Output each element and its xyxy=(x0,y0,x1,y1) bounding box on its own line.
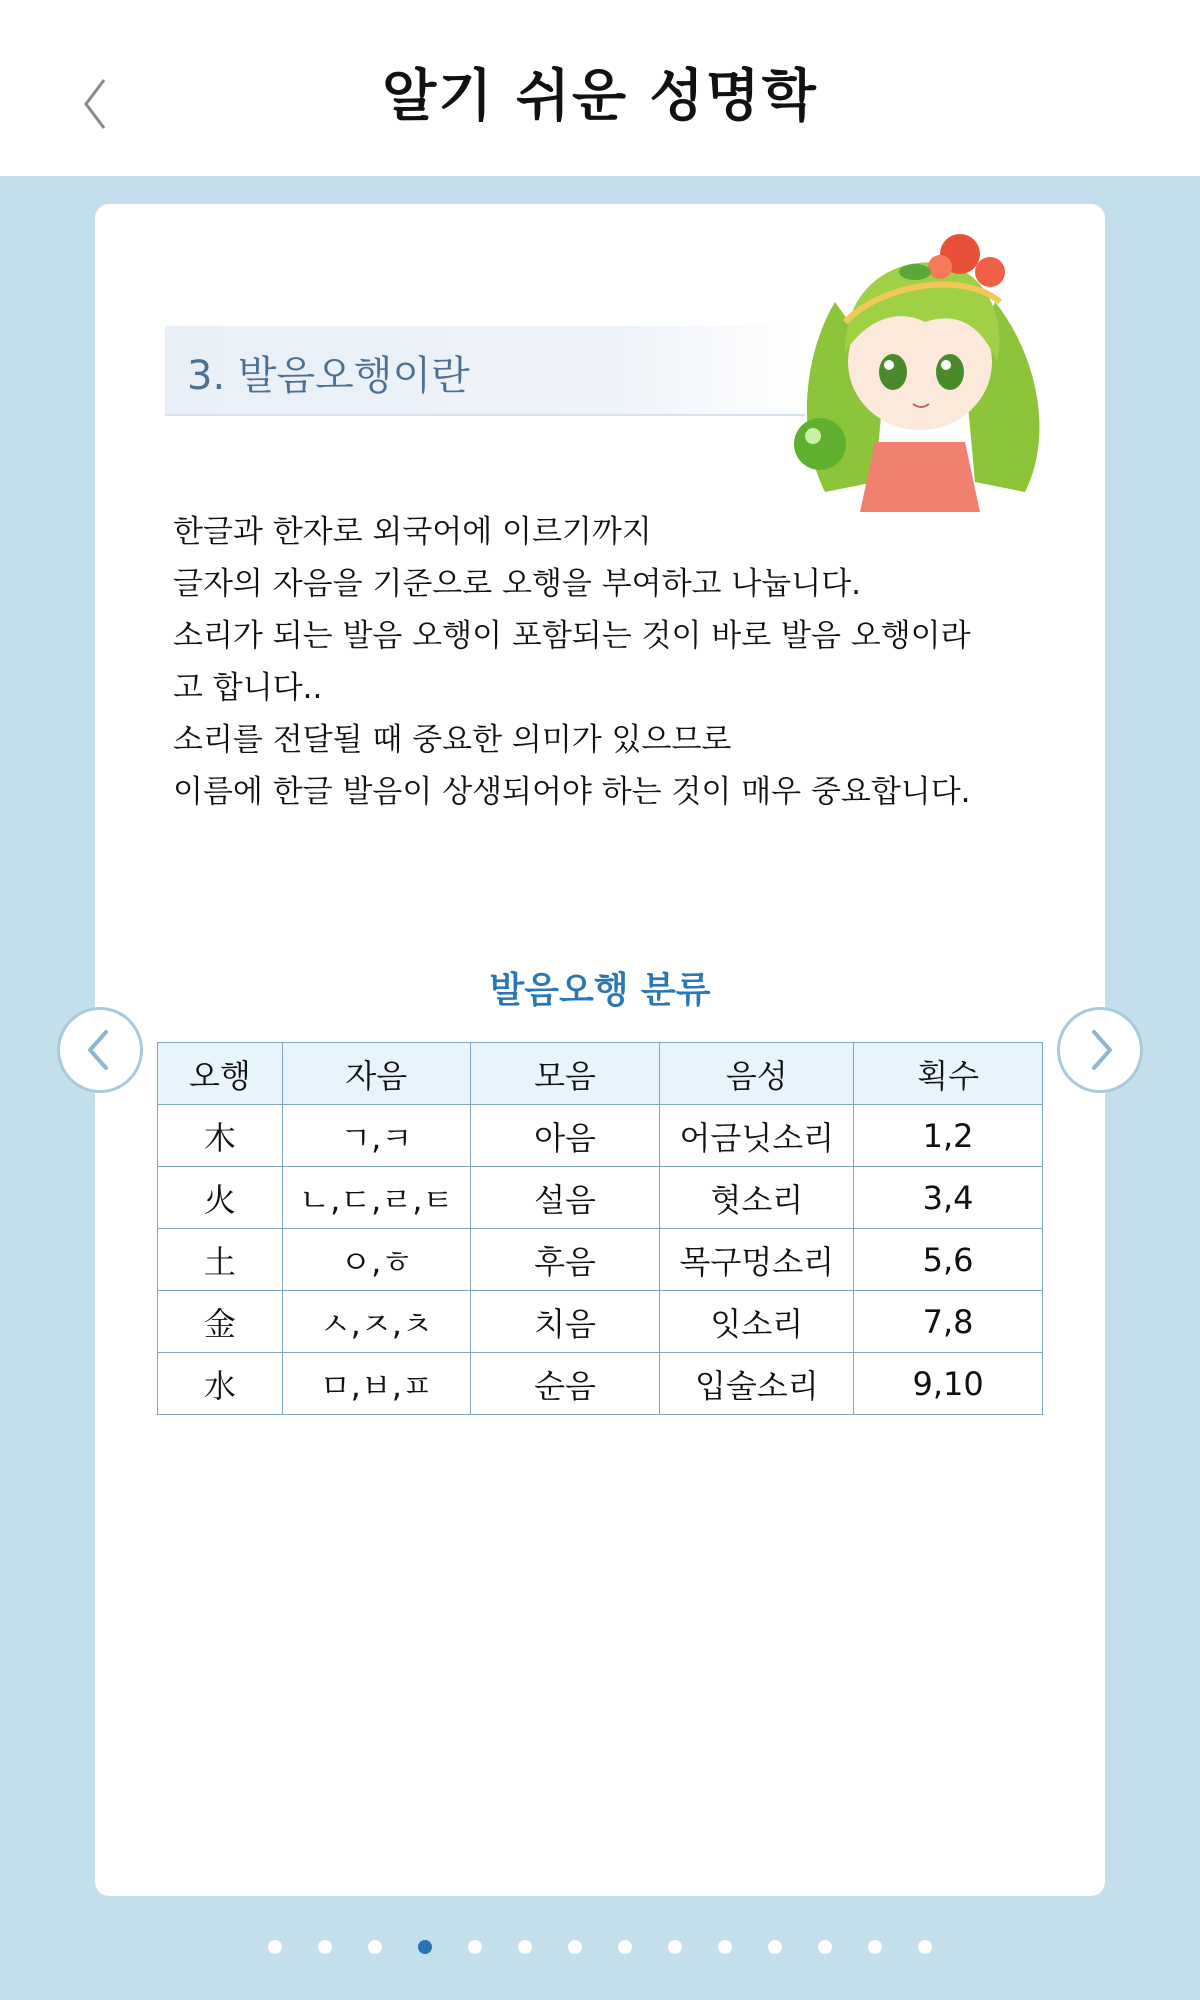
table-cell: 입술소리 xyxy=(660,1353,854,1415)
page-dot[interactable] xyxy=(268,1940,282,1954)
table-row xyxy=(158,1229,1043,1291)
table-cell: ㅁ,ㅂ,ㅍ xyxy=(282,1353,470,1415)
app-header xyxy=(0,0,1200,176)
page-indicator xyxy=(0,1940,1200,1956)
table-cell: 7,8 xyxy=(854,1291,1043,1353)
table-cell: 水 xyxy=(158,1353,283,1415)
page-dot[interactable] xyxy=(568,1940,582,1954)
content-card xyxy=(95,204,1105,1896)
table-cell: 3,4 xyxy=(854,1167,1043,1229)
table-cell: 火 xyxy=(158,1167,283,1229)
description-line: 이름에 한글 발음이 상생되어야 하는 것이 매우 중요합니다. xyxy=(173,774,971,810)
table-cell: 후음 xyxy=(470,1229,660,1291)
table-title: 발음오행 분류 xyxy=(489,970,711,1011)
page-dot[interactable] xyxy=(768,1940,782,1954)
table-cell: 9,10 xyxy=(854,1353,1043,1415)
page-dot[interactable] xyxy=(818,1940,832,1954)
page-dot[interactable] xyxy=(918,1940,932,1954)
classification-table xyxy=(157,1042,1043,1415)
table-cell: 土 xyxy=(158,1229,283,1291)
table-cell: 잇소리 xyxy=(660,1291,854,1353)
table-row xyxy=(158,1167,1043,1229)
chevron-left-icon xyxy=(60,1010,140,1090)
page-dot[interactable] xyxy=(368,1940,382,1954)
table-cell: 金 xyxy=(158,1291,283,1353)
description-line: 소리를 전달될 때 중요한 의미가 있으므로 xyxy=(173,722,732,758)
column-header: 모음 xyxy=(470,1043,660,1105)
table-row xyxy=(158,1353,1043,1415)
page-dot[interactable] xyxy=(668,1940,682,1954)
table-header-row xyxy=(158,1043,1043,1105)
page-dot[interactable] xyxy=(868,1940,882,1954)
page-dot[interactable] xyxy=(718,1940,732,1954)
table-cell: 1,2 xyxy=(854,1105,1043,1167)
section-title: 3. 발음오행이란 xyxy=(187,353,470,399)
previous-page-button[interactable] xyxy=(57,1007,143,1093)
description-line: 글자의 자음을 기준으로 오행을 부여하고 나눕니다. xyxy=(173,566,861,602)
table-cell: ㄴ,ㄷ,ㄹ,ㅌ xyxy=(282,1167,470,1229)
table-cell: 설음 xyxy=(470,1167,660,1229)
next-page-button[interactable] xyxy=(1057,1007,1143,1093)
column-header: 음성 xyxy=(660,1043,854,1105)
column-header: 오행 xyxy=(158,1043,283,1105)
character-illustration xyxy=(765,212,1065,512)
table-cell: 아음 xyxy=(470,1105,660,1167)
table-cell: 혓소리 xyxy=(660,1167,854,1229)
table-cell: ㄱ,ㅋ xyxy=(282,1105,470,1167)
description-line: 한글과 한자로 외국어에 이르기까지 xyxy=(173,514,652,550)
description-text xyxy=(173,506,1053,818)
chevron-right-icon xyxy=(1060,1010,1140,1090)
page-title: 알기 쉬운 성명학 xyxy=(382,64,818,129)
table-cell: 木 xyxy=(158,1105,283,1167)
table-cell: 치음 xyxy=(470,1291,660,1353)
table-cell: 순음 xyxy=(470,1353,660,1415)
table-cell: 목구멍소리 xyxy=(660,1229,854,1291)
section-title-bar xyxy=(165,326,805,416)
page-dot-active[interactable] xyxy=(418,1940,432,1954)
description-line: 소리가 되는 발음 오행이 포함되는 것이 바로 발음 오행이라 xyxy=(173,618,971,654)
table-row xyxy=(158,1291,1043,1353)
page-dot[interactable] xyxy=(468,1940,482,1954)
table-cell: 5,6 xyxy=(854,1229,1043,1291)
table-cell: ㅇ,ㅎ xyxy=(282,1229,470,1291)
column-header: 획수 xyxy=(854,1043,1043,1105)
table-cell: 어금닛소리 xyxy=(660,1105,854,1167)
page-dot[interactable] xyxy=(518,1940,532,1954)
page-dot[interactable] xyxy=(318,1940,332,1954)
column-header: 자음 xyxy=(282,1043,470,1105)
table-cell: ㅅ,ㅈ,ㅊ xyxy=(282,1291,470,1353)
table-row xyxy=(158,1105,1043,1167)
page-dot[interactable] xyxy=(618,1940,632,1954)
description-line: 고 합니다.. xyxy=(173,670,323,706)
